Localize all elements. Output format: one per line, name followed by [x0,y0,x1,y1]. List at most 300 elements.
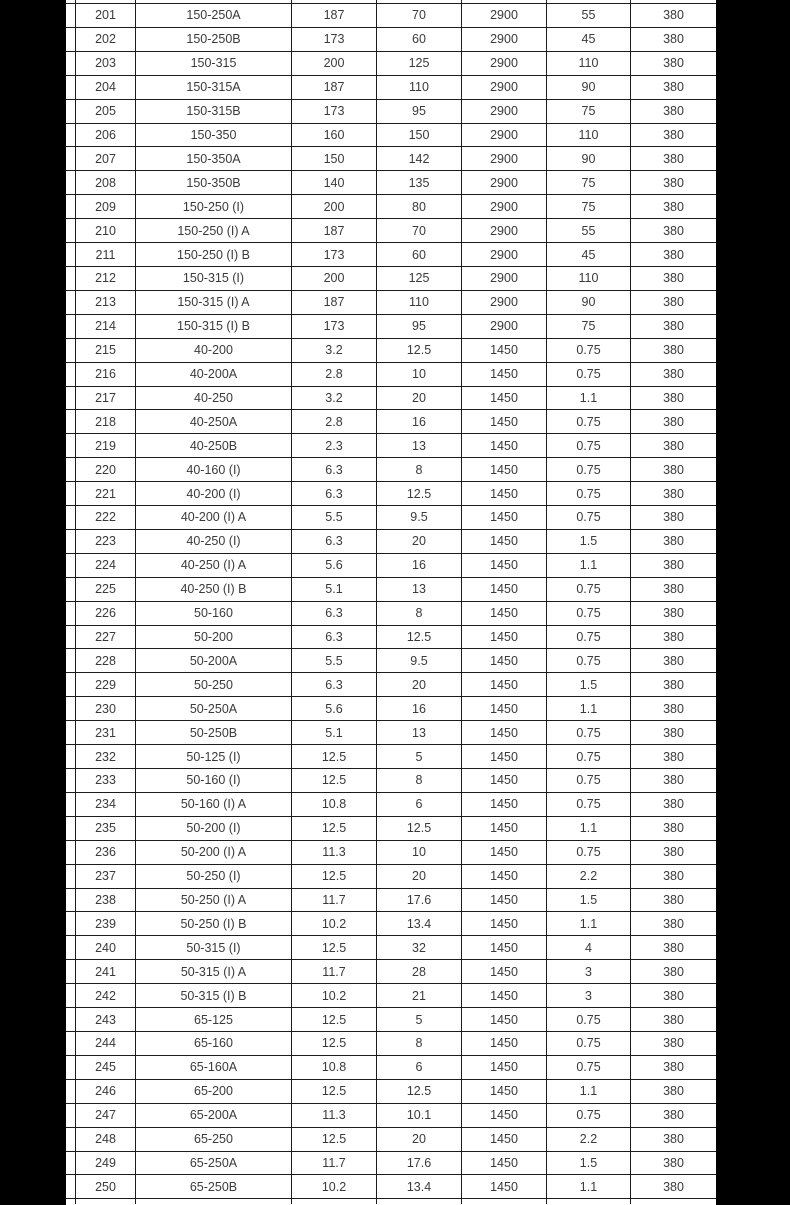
cell-flow: 2.3 [291,434,376,457]
cell-flow: 140 [291,171,376,194]
pump-spec-table [66,0,716,1205]
cell-voltage: 380 [630,482,716,505]
cell-head: 17.6 [376,889,461,912]
table-row [66,291,716,315]
cell-power: 0.75 [546,721,630,744]
cell-model: 150-315 (I) [135,267,291,290]
cell-no: 223 [75,530,135,553]
cell-speed: 2900 [461,147,546,170]
cell-voltage: 380 [630,697,716,720]
cell-voltage: 380 [630,243,716,266]
cell-head: 5 [376,1008,461,1031]
cell-flow: 6.3 [291,626,376,649]
cell-sliver [66,1152,75,1175]
cell-power: 1.5 [546,1152,630,1175]
table-row [66,769,716,793]
cell-voltage: 380 [630,817,716,840]
cell-power: 0.75 [546,745,630,768]
cell-no: 202 [75,28,135,51]
cell-speed: 2900 [461,76,546,99]
cell-flow: 12.5 [291,865,376,888]
cell-power: 90 [546,147,630,170]
cell-sliver [66,506,75,529]
table-row [66,1104,716,1128]
cell-no: 207 [75,147,135,170]
cell-model: 150-350 [135,124,291,147]
cell-sliver [66,649,75,672]
cell-no: 238 [75,889,135,912]
cell-voltage: 380 [630,1104,716,1127]
cell-head [376,1199,461,1204]
cell-speed: 1450 [461,721,546,744]
cell-model: 50-200 [135,626,291,649]
cell-voltage: 380 [630,506,716,529]
cell-head: 125 [376,267,461,290]
cell-power: 55 [546,4,630,27]
cell-flow: 150 [291,147,376,170]
cell-voltage [630,1199,716,1204]
cell-head: 125 [376,52,461,75]
cell-power: 0.75 [546,578,630,601]
cell-speed: 1450 [461,434,546,457]
cell-head: 17.6 [376,1152,461,1175]
cell-model: 150-250 (I) B [135,243,291,266]
cell-model: 150-350B [135,171,291,194]
cell-power: 0.75 [546,602,630,625]
cell-head: 142 [376,147,461,170]
cell-sliver [66,410,75,433]
cell-power: 45 [546,28,630,51]
cell-no: 212 [75,267,135,290]
cell-voltage: 380 [630,984,716,1007]
cell-speed: 1450 [461,817,546,840]
cell-flow: 5.5 [291,506,376,529]
cell-no: 225 [75,578,135,601]
cell-flow: 187 [291,4,376,27]
cell-head: 8 [376,1032,461,1055]
cell-power: 1.1 [546,387,630,410]
cell-flow: 11.7 [291,960,376,983]
cell-no: 239 [75,912,135,935]
cell-speed: 1450 [461,482,546,505]
cell-speed: 1450 [461,602,546,625]
table-row [66,673,716,697]
cell-no: 211 [75,243,135,266]
cell-model [135,1199,291,1204]
cell-sliver [66,1080,75,1103]
cell-power: 0.75 [546,363,630,386]
cell-speed: 1450 [461,1008,546,1031]
cell-sliver [66,602,75,625]
cell-model: 150-315 (I) A [135,291,291,314]
cell-flow: 12.5 [291,936,376,959]
cell-flow: 2.8 [291,363,376,386]
cell-voltage: 380 [630,1056,716,1079]
cell-flow: 6.3 [291,482,376,505]
cell-head: 135 [376,171,461,194]
cell-speed: 1450 [461,912,546,935]
cell-model: 50-250 (I) B [135,912,291,935]
cell-head: 20 [376,530,461,553]
cell-speed: 1450 [461,1080,546,1103]
cell-head: 16 [376,697,461,720]
cell-speed: 1450 [461,1032,546,1055]
cell-flow: 3.2 [291,387,376,410]
cell-model: 65-250B [135,1175,291,1198]
cell-power: 110 [546,267,630,290]
cell-speed: 1450 [461,1056,546,1079]
cell-sliver [66,554,75,577]
cell-voltage: 380 [630,1152,716,1175]
cell-flow [291,1199,376,1204]
cell-sliver [66,889,75,912]
cell-no: 243 [75,1008,135,1031]
cell-power: 90 [546,76,630,99]
cell-no: 220 [75,458,135,481]
cell-speed: 1450 [461,649,546,672]
cell-power: 1.5 [546,530,630,553]
table-row [66,1032,716,1056]
cell-head: 16 [376,554,461,577]
table-row [66,1152,716,1176]
cell-voltage: 380 [630,124,716,147]
cell-model: 50-315 (I) A [135,960,291,983]
table-row [66,626,716,650]
cell-power: 45 [546,243,630,266]
cell-speed: 2900 [461,195,546,218]
cell-voltage: 380 [630,936,716,959]
table-row [66,339,716,363]
cell-model: 50-160 [135,602,291,625]
cell-flow: 12.5 [291,1008,376,1031]
cell-voltage: 380 [630,458,716,481]
cell-voltage: 380 [630,649,716,672]
cell-head: 10 [376,363,461,386]
cell-speed: 1450 [461,1128,546,1151]
cell-no: 240 [75,936,135,959]
cell-sliver [66,28,75,51]
cell-no: 230 [75,697,135,720]
cell-model: 50-250 [135,673,291,696]
cell-head: 70 [376,4,461,27]
table-row [66,28,716,52]
cell-power: 0.75 [546,769,630,792]
cell-head: 12.5 [376,1080,461,1103]
table-row [66,52,716,76]
cell-no: 206 [75,124,135,147]
cell-flow: 187 [291,219,376,242]
cell-speed: 1450 [461,865,546,888]
cell-no: 250 [75,1175,135,1198]
cell-model: 50-160 (I) [135,769,291,792]
cell-power: 1.1 [546,912,630,935]
cell-model: 50-125 (I) [135,745,291,768]
cell-head: 5 [376,745,461,768]
table-row [66,147,716,171]
table-row [66,912,716,936]
cell-model: 40-160 (I) [135,458,291,481]
cell-power: 75 [546,171,630,194]
cell-no: 208 [75,171,135,194]
cell-voltage: 380 [630,1008,716,1031]
cell-voltage: 380 [630,315,716,338]
cell-voltage: 380 [630,387,716,410]
cell-flow: 173 [291,28,376,51]
cell-no: 234 [75,793,135,816]
cell-no: 210 [75,219,135,242]
cell-flow: 12.5 [291,769,376,792]
cell-power: 0.75 [546,649,630,672]
cell-head: 12.5 [376,817,461,840]
cell-model: 40-250 (I) A [135,554,291,577]
cell-no: 204 [75,76,135,99]
cell-no: 209 [75,195,135,218]
cell-flow: 173 [291,243,376,266]
cell-head: 28 [376,960,461,983]
cell-flow: 6.3 [291,602,376,625]
cell-power: 2.2 [546,1128,630,1151]
cell-sliver [66,1175,75,1198]
cell-flow: 5.1 [291,578,376,601]
cell-head: 13.4 [376,912,461,935]
cell-speed: 1450 [461,1152,546,1175]
cell-power: 0.75 [546,1056,630,1079]
cell-power: 0.75 [546,339,630,362]
cell-power [546,1199,630,1204]
cell-model: 40-250B [135,434,291,457]
table-row [66,984,716,1008]
cell-sliver [66,76,75,99]
cell-sliver [66,315,75,338]
cell-model: 65-125 [135,1008,291,1031]
cell-flow: 173 [291,100,376,123]
cell-power: 1.5 [546,673,630,696]
cell-voltage: 380 [630,960,716,983]
cell-head: 12.5 [376,339,461,362]
cell-no: 242 [75,984,135,1007]
cell-sliver [66,0,75,3]
cell-sliver [66,363,75,386]
cell-speed: 1450 [461,530,546,553]
cell-power: 0.75 [546,458,630,481]
table-row [66,960,716,984]
cell-voltage: 380 [630,219,716,242]
cell-voltage: 380 [630,171,716,194]
cell-head: 13 [376,721,461,744]
cell-power: 0.75 [546,1008,630,1031]
cell-no: 231 [75,721,135,744]
cell-no: 205 [75,100,135,123]
cell-speed: 2900 [461,100,546,123]
cell-sliver [66,697,75,720]
cell-no: 201 [75,4,135,27]
table-row [66,721,716,745]
cell-no: 224 [75,554,135,577]
cell-model: 50-315 (I) [135,936,291,959]
cell-sliver [66,960,75,983]
cell-power: 1.1 [546,817,630,840]
cell-head: 95 [376,100,461,123]
table-row [66,4,716,28]
cell-power: 0.75 [546,841,630,864]
cell-voltage: 380 [630,769,716,792]
table-bottom-clipped-row [66,1199,716,1204]
cell-speed: 2900 [461,28,546,51]
cell-model: 150-250A [135,4,291,27]
table-row [66,649,716,673]
cell-no: 213 [75,291,135,314]
cell-speed [461,1199,546,1204]
cell-speed: 1450 [461,554,546,577]
cell-power: 0.75 [546,410,630,433]
cell-voltage: 380 [630,1080,716,1103]
cell-head: 60 [376,243,461,266]
cell-head: 12.5 [376,626,461,649]
cell-sliver [66,387,75,410]
cell-flow: 200 [291,267,376,290]
cell-power: 1.5 [546,889,630,912]
cell-flow: 160 [291,124,376,147]
cell-voltage: 380 [630,841,716,864]
cell-voltage: 380 [630,889,716,912]
cell-model: 40-200 (I) [135,482,291,505]
table-body [66,4,716,1199]
cell-model: 150-315A [135,76,291,99]
table-row [66,76,716,100]
cell-sliver [66,793,75,816]
cell-flow: 11.7 [291,889,376,912]
table-row [66,363,716,387]
cell-speed: 1450 [461,697,546,720]
cell-flow: 200 [291,52,376,75]
cell-speed: 2900 [461,52,546,75]
table-row [66,243,716,267]
cell-speed: 1450 [461,960,546,983]
cell-sliver [66,339,75,362]
cell-no: 249 [75,1152,135,1175]
cell-speed: 2900 [461,4,546,27]
cell-no: 216 [75,363,135,386]
cell-sliver [66,4,75,27]
cell-model: 40-200 [135,339,291,362]
cell-flow: 10.2 [291,1175,376,1198]
cell-head: 13 [376,578,461,601]
cell-model: 50-315 (I) B [135,984,291,1007]
cell-no: 227 [75,626,135,649]
cell-voltage: 380 [630,52,716,75]
cell-sliver [66,865,75,888]
cell-flow: 5.6 [291,697,376,720]
cell-speed: 2900 [461,315,546,338]
cell-no: 233 [75,769,135,792]
table-row [66,124,716,148]
cell-head: 150 [376,124,461,147]
cell-speed: 1450 [461,841,546,864]
cell-head: 32 [376,936,461,959]
cell-voltage: 380 [630,100,716,123]
cell-sliver [66,219,75,242]
cell-speed: 2900 [461,171,546,194]
cell-head: 20 [376,673,461,696]
cell-model: 65-200 [135,1080,291,1103]
cell-voltage: 380 [630,602,716,625]
cell-no: 241 [75,960,135,983]
cell-no: 237 [75,865,135,888]
cell-no: 214 [75,315,135,338]
cell-flow: 5.6 [291,554,376,577]
cell-voltage: 380 [630,147,716,170]
cell-sliver [66,1056,75,1079]
cell-speed: 2900 [461,267,546,290]
table-row [66,889,716,913]
cell-sliver [66,100,75,123]
cell-speed: 1450 [461,984,546,1007]
cell-head: 8 [376,458,461,481]
cell-model: 150-315 (I) B [135,315,291,338]
cell-power: 3 [546,984,630,1007]
table-row [66,1128,716,1152]
cell-flow [291,0,376,3]
cell-head: 9.5 [376,506,461,529]
cell-head: 95 [376,315,461,338]
table-row [66,195,716,219]
cell-head: 20 [376,1128,461,1151]
cell-no: 217 [75,387,135,410]
cell-head: 20 [376,865,461,888]
cell-model: 50-250A [135,697,291,720]
cell-model: 150-315 [135,52,291,75]
cell-speed: 1450 [461,673,546,696]
table-row [66,1080,716,1104]
cell-flow: 187 [291,291,376,314]
cell-speed: 2900 [461,243,546,266]
cell-voltage: 380 [630,339,716,362]
cell-power [546,0,630,3]
cell-sliver [66,530,75,553]
table-row [66,100,716,124]
cell-sliver [66,195,75,218]
cell-no: 244 [75,1032,135,1055]
table-row [66,1056,716,1080]
cell-head: 8 [376,602,461,625]
cell-power: 3 [546,960,630,983]
table-row [66,410,716,434]
cell-power: 1.1 [546,697,630,720]
cell-sliver [66,769,75,792]
cell-voltage: 380 [630,745,716,768]
cell-flow: 12.5 [291,1128,376,1151]
cell-model: 50-250B [135,721,291,744]
cell-no: 203 [75,52,135,75]
table-row [66,841,716,865]
cell-sliver [66,817,75,840]
cell-no: 226 [75,602,135,625]
cell-no: 219 [75,434,135,457]
cell-model: 40-250A [135,410,291,433]
cell-no: 235 [75,817,135,840]
cell-speed: 1450 [461,578,546,601]
cell-head: 10 [376,841,461,864]
cell-voltage: 380 [630,195,716,218]
cell-sliver [66,1032,75,1055]
cell-model: 40-250 (I) B [135,578,291,601]
cell-speed: 1450 [461,458,546,481]
cell-flow: 2.8 [291,410,376,433]
cell-flow: 10.8 [291,1056,376,1079]
cell-head: 6 [376,1056,461,1079]
cell-model: 40-200 (I) A [135,506,291,529]
cell-voltage [630,0,716,3]
